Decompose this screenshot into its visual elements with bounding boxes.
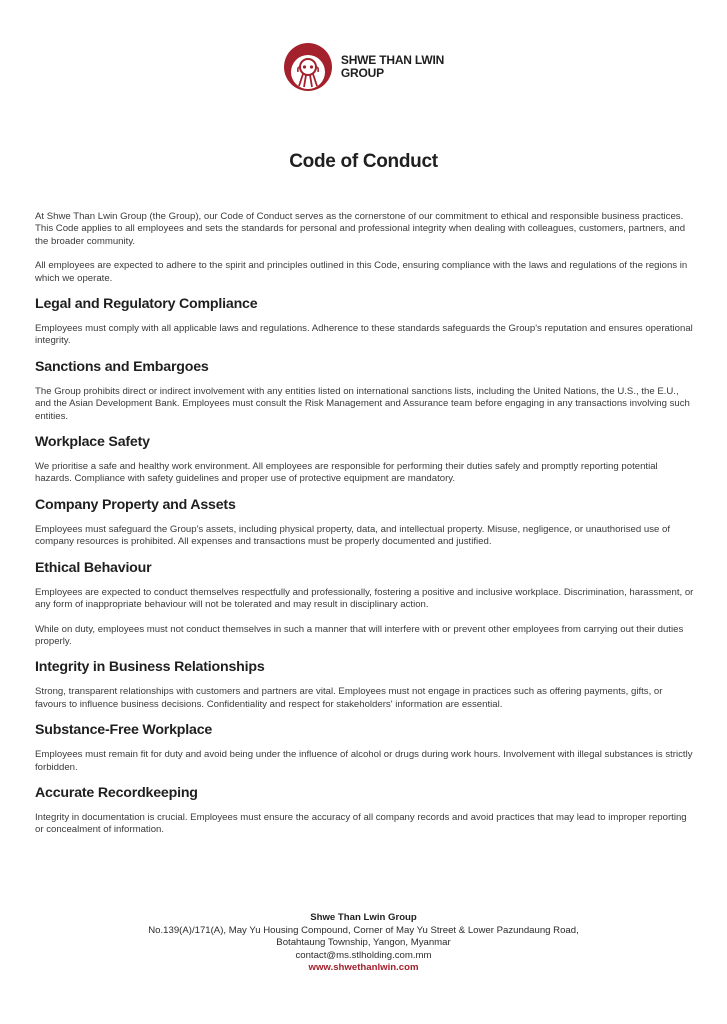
section-heading: Sanctions and Embargoes xyxy=(35,358,209,375)
section-company-property xyxy=(35,496,695,549)
shwe-than-lwin-logo-icon xyxy=(283,42,333,92)
section-heading: Accurate Recordkeeping xyxy=(35,784,198,801)
brand-name xyxy=(341,54,444,80)
section-paragraph: Employees are expected to conduct themselves respectfully and professionally, fostering a positive and inclusive workplace. Discrimination, harassment, or any form of inappropriate behaviour will not be tolerated and may result in disciplinary action. xyxy=(35,586,694,611)
section-heading: Ethical Behaviour xyxy=(35,559,152,576)
section-paragraph: Employees must remain fit for duty and avoid being under the influence of alcohol or drugs during work hours. Involvement with illegal substances is strictly forbidden. xyxy=(35,749,693,773)
section-substance-free xyxy=(35,721,695,774)
footer-address-line2: Botahtaung Township, Yangon, Myanmar xyxy=(276,937,451,948)
brand-name-line2: GROUP xyxy=(340,66,384,80)
footer-website-link[interactable]: www.shwethanlwin.com xyxy=(308,962,419,973)
section-workplace-safety xyxy=(35,433,695,486)
section-heading: Workplace Safety xyxy=(35,434,150,451)
section-heading: Substance-Free Workplace xyxy=(35,722,213,739)
section-business-integrity xyxy=(35,658,695,711)
intro-paragraph: All employees are expected to adhere to the spirit and principles outlined in this Code, ensuring compliance with the laws and regulations of the regions in which we operate. xyxy=(35,260,688,284)
section-sanctions xyxy=(35,358,695,423)
footer-company-name: Shwe Than Lwin Group xyxy=(310,912,417,923)
section-ethical-behaviour xyxy=(35,559,695,649)
section-paragraph: Employees must comply with all applicable laws and regulations. Adherence to these standards safeguards the Group's reputation and ensures operational integrity. xyxy=(35,323,693,347)
section-paragraph: Integrity in documentation is crucial. Employees must ensure the accuracy of all company records and avoid practices that may lead to improper reporting or concealment of information. xyxy=(35,811,687,836)
section-paragraph: While on duty, employees must not conduct themselves in such a manner that will interfere with or prevent other employees from carrying out their duties properly. xyxy=(35,623,684,647)
section-recordkeeping xyxy=(35,784,695,837)
footer-email[interactable]: contact@ms.stlholding.com.mm xyxy=(295,949,432,961)
intro-section xyxy=(35,211,695,285)
section-paragraph: Employees must safeguard the Group's assets, including physical property, data, and intellectual property. Misuse, negligence, or unauthorised use of company resources is prohibited. All expenses and transactions must be properly documented and justified. xyxy=(35,523,671,548)
brand-logo xyxy=(283,42,444,92)
section-heading: Legal and Regulatory Compliance xyxy=(35,296,258,313)
footer-address-line1: No.139(A)/171(A), May Yu Housing Compound, Corner of May Yu Street & Lower Pazundaung Road, xyxy=(148,924,579,936)
section-paragraph: The Group prohibits direct or indirect involvement with any entities listed on international sanctions lists, including the United Nations, the U.S., the E.U., and the Asian Development Bank. Employees must consult the Risk Management and Assurance team before engaging in any transactions involving such entities. xyxy=(35,385,690,422)
header xyxy=(0,42,727,92)
section-paragraph: Strong, transparent relationships with customers and partners are vital. Employees must not engage in practices such as offering payments, gifts, or favours to influence business decisions. Confidentiality and respect for stakeholders' information are essential. xyxy=(35,686,663,710)
page-title: Code of Conduct xyxy=(289,151,438,172)
intro-paragraph: At Shwe Than Lwin Group (the Group), our Code of Conduct serves as the cornerstone of our commitment to ethical and responsible business practices. This Code applies to all employees and sets the standards for personal and professional integrity when dealing with colleagues, customers, partners, and the broader community. xyxy=(35,211,686,247)
brand-name-line1: SHWE THAN LWIN xyxy=(340,53,445,67)
document-body xyxy=(35,211,695,847)
section-paragraph: We prioritise a safe and healthy work environment. All employees are responsible for performing their duties safely and promptly reporting potential hazards. Compliance with safety guidelines and proper use of protective equipment are mandatory. xyxy=(35,461,658,485)
footer xyxy=(0,912,727,975)
section-heading: Company Property and Assets xyxy=(35,496,236,513)
section-legal-compliance xyxy=(35,295,695,348)
section-heading: Integrity in Business Relationships xyxy=(35,659,265,676)
